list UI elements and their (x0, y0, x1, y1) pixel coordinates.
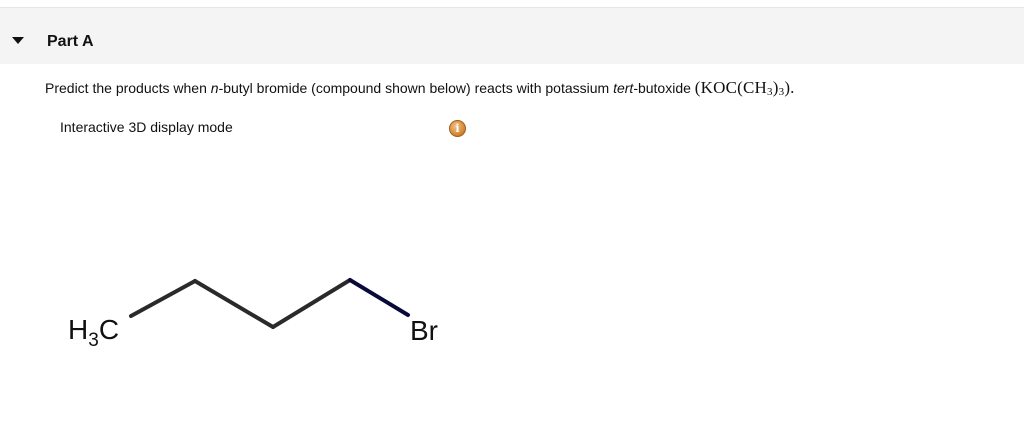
question-tert-italic: tert (613, 80, 634, 96)
bond-c2-c3 (195, 281, 273, 327)
molecule-structure (0, 150, 1024, 422)
part-header[interactable] (0, 7, 1024, 64)
methyl-group-label: $H_3C$ (68, 314, 120, 351)
reagent-formula (695, 78, 795, 97)
bromine-atom-label: Br (410, 315, 438, 346)
bond-c3-c4 (273, 280, 350, 327)
part-title: Part A (47, 33, 94, 50)
formula-subscript: 3 (767, 86, 773, 98)
bond-c4-br (350, 280, 408, 315)
question-text (45, 78, 795, 98)
question-n-italic: n (210, 80, 219, 96)
formula-part: ) (772, 78, 779, 97)
question-reagent: -butoxide (633, 80, 695, 96)
formula-subscript: 3 (778, 86, 785, 98)
collapse-caret-icon[interactable] (12, 37, 24, 44)
info-icon[interactable]: i (449, 120, 466, 137)
display-mode-label[interactable]: Interactive 3D display mode (60, 119, 233, 135)
formula-part: (KOC(CH (694, 78, 768, 97)
formula-part: ). (784, 78, 795, 97)
bond-c1-c2 (131, 281, 195, 316)
question-compound: -butyl bromide (compound shown below) reacts with potassium (218, 80, 614, 96)
question-intro: Predict the products when (45, 80, 211, 96)
